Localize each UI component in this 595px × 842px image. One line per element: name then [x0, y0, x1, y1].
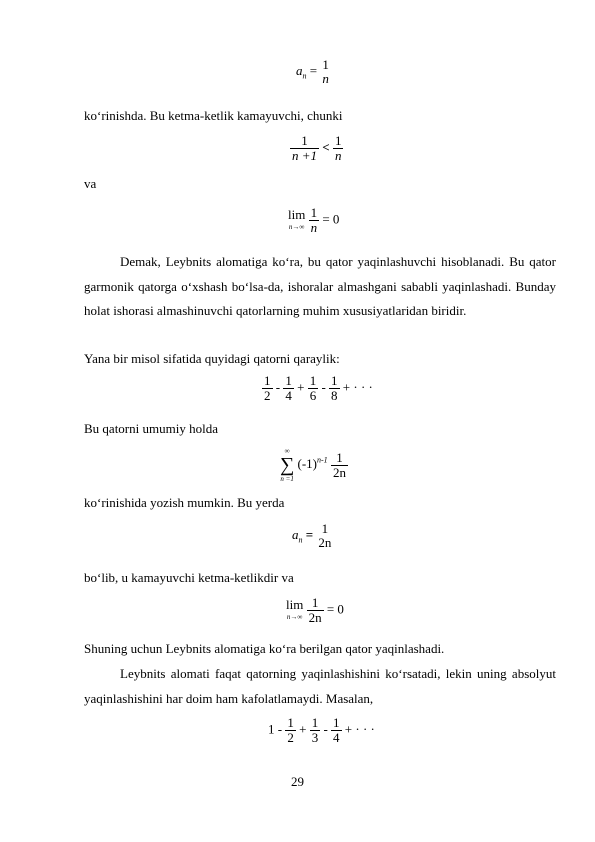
fraction-denominator: 6	[309, 388, 317, 403]
series-ellipsis: + · · ·	[342, 379, 373, 395]
series-operator: -	[275, 379, 281, 395]
paragraph: Bu qatorni umumiy holda	[84, 421, 218, 436]
formula-var: a	[296, 62, 303, 78]
formula-sub: n	[298, 535, 303, 545]
paragraph: Shuning uchun Leybnits alomatiga ko‘ra berilgan qator yaqinlashadi.	[84, 641, 445, 656]
formula-limit	[286, 596, 344, 625]
formula-fraction	[262, 374, 273, 403]
sigma-symbol: ∑	[280, 454, 295, 476]
formula-fraction	[333, 134, 344, 163]
fraction-denominator: 2	[287, 730, 294, 745]
sum-exponent: n-1	[317, 455, 328, 465]
fraction-denominator: 2	[264, 388, 271, 403]
fraction-numerator: 1	[287, 715, 294, 730]
fraction-numerator: 1	[264, 373, 271, 388]
formula-series	[262, 374, 373, 403]
formula-fraction	[320, 58, 331, 86]
paragraph: ko‘rinishida yozish mumkin. Bu yerda	[84, 495, 285, 510]
series-operator: -	[321, 379, 326, 395]
fraction-numerator: 1	[285, 373, 292, 388]
fraction-numerator: 1	[322, 57, 329, 72]
formula-fraction	[316, 522, 333, 550]
formula-fraction	[331, 451, 348, 480]
fraction-denominator: 2n	[318, 535, 332, 550]
paragraph: bo‘lib, u kamayuvchi ketma-ketlikdir va	[84, 570, 294, 585]
fraction-numerator: 1	[331, 373, 338, 388]
fraction-denominator: n	[310, 220, 318, 235]
formula-fraction	[283, 374, 294, 403]
fraction-numerator: 1	[301, 133, 308, 148]
fraction-denominator: 2n	[308, 610, 322, 625]
paragraph: Yana bir misol sifatida quyidagi qatorni qaraylik:	[84, 351, 340, 366]
series-lead: 1 -	[268, 721, 283, 737]
page-number: 29	[291, 774, 304, 789]
formula-fraction	[308, 374, 319, 403]
formula-an-1-over-n	[296, 58, 331, 86]
fraction-denominator: n +1	[292, 148, 318, 163]
formula-harmonic-series	[268, 716, 375, 745]
formula-fraction	[329, 374, 340, 403]
fraction-numerator: 1	[333, 715, 340, 730]
sum-base: (-1)	[297, 455, 318, 471]
fraction-denominator: n	[334, 148, 342, 163]
fraction-denominator: 3	[311, 730, 319, 745]
sum-operator	[280, 446, 294, 484]
series-ellipsis: + · · ·	[344, 721, 375, 737]
fraction-denominator: 4	[333, 730, 340, 745]
formula-inequality	[290, 134, 343, 163]
paragraph: va	[84, 176, 97, 191]
limit-operator	[286, 596, 304, 623]
series-operator: +	[299, 721, 307, 737]
formula-fraction	[310, 716, 321, 745]
fraction-numerator: 1	[311, 595, 319, 610]
formula-eq: =	[305, 526, 314, 542]
formula-fraction	[307, 596, 324, 625]
fraction-numerator: 1	[311, 715, 319, 730]
limit-word: lim	[286, 596, 304, 612]
formula-sum	[280, 446, 348, 484]
limit-subscript: n→∞	[286, 612, 303, 621]
formula-limit	[288, 206, 339, 235]
formula-fraction	[309, 206, 320, 235]
fraction-numerator: 1	[336, 449, 343, 465]
formula-an-1-over-2n	[292, 522, 333, 550]
formula-less-than: <	[322, 139, 330, 155]
limit-subscript: n→∞	[288, 222, 305, 231]
sum-lower-limit: n =1	[280, 475, 294, 483]
formula-fraction	[331, 716, 342, 745]
formula-var: a	[292, 526, 299, 542]
formula-fraction	[290, 134, 319, 163]
limit-operator	[288, 206, 306, 233]
series-operator: +	[297, 379, 305, 395]
formula-sub: n	[302, 71, 307, 81]
paragraph: Demak, Leybnits alomatiga ko‘ra, bu qator yaqinlashuvchi hisoblanadi. Bu qator garmonik qatorga o‘xshash bo‘lsa-da, ishoralar almashgani sababli yaqinlashadi. Bunday holat ishorasi almashinuvchi qatorlarning muhim xususiyatlaridan biridir.	[84, 254, 556, 318]
fraction-numerator: 1	[321, 521, 329, 536]
series-operator: -	[323, 721, 328, 737]
fraction-denominator: 2n	[332, 464, 346, 480]
limit-word: lim	[288, 206, 306, 222]
formula-rhs: = 0	[326, 601, 344, 617]
formula-eq: =	[309, 62, 318, 78]
fraction-denominator: 4	[285, 388, 292, 403]
fraction-numerator: 1	[310, 205, 318, 220]
paragraph: Leybnits alomati faqat qatorning yaqinlashishini ko‘rsatadi, lekin uning absolyut yaqinlashishini har doim ham kafolatlamaydi. Masalan,	[84, 666, 556, 706]
fraction-denominator: 8	[331, 388, 338, 403]
formula-fraction	[285, 716, 296, 745]
fraction-numerator: 1	[309, 373, 317, 388]
fraction-denominator: n	[322, 71, 329, 86]
paragraph: ko‘rinishda. Bu ketma-ketlik kamayuvchi, chunki	[84, 108, 343, 123]
sum-upper-limit: ∞	[284, 447, 290, 455]
formula-rhs: = 0	[322, 211, 340, 227]
fraction-numerator: 1	[334, 133, 342, 148]
